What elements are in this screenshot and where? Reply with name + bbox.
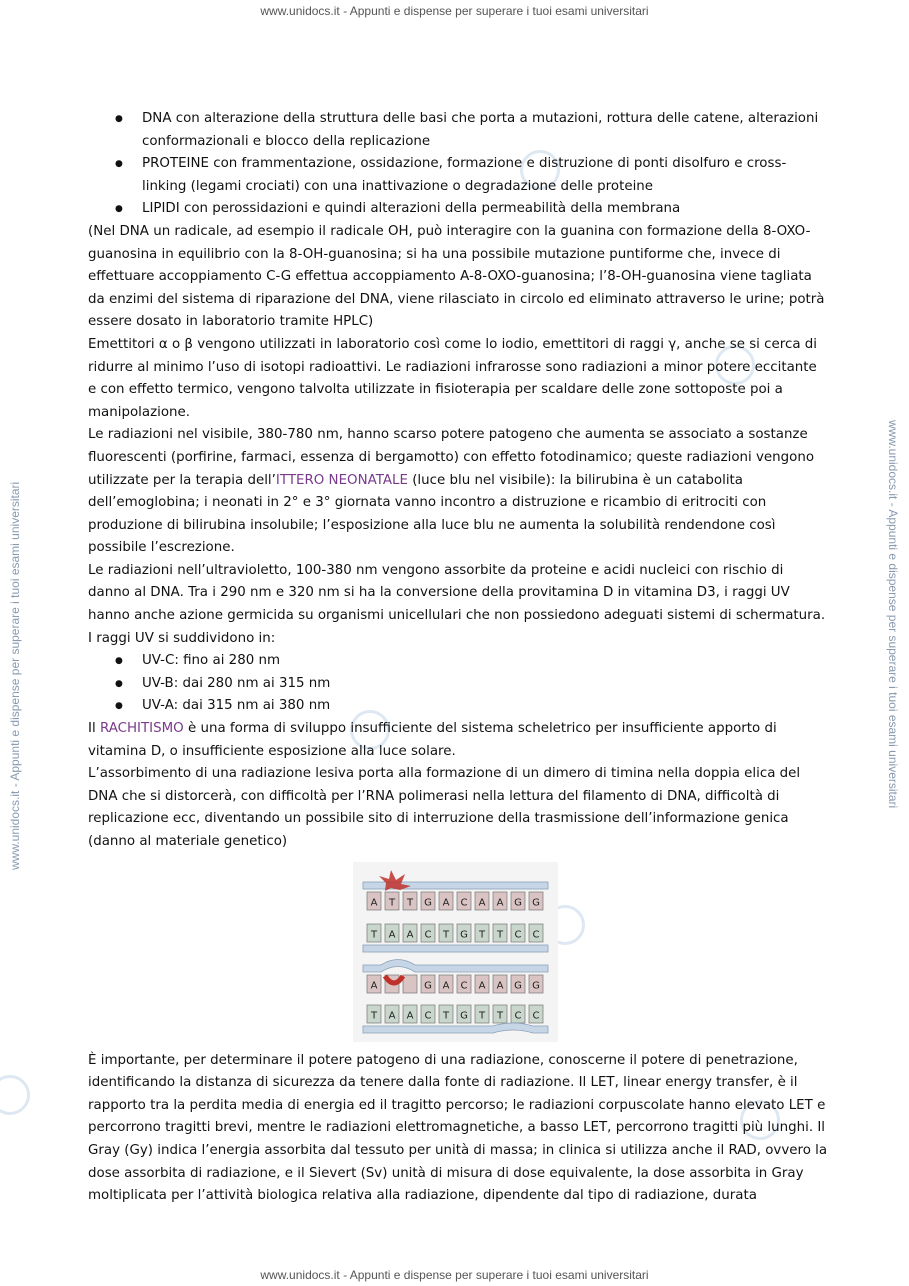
watermark-logo-icon [0, 1075, 30, 1115]
bottom-complement-base-label: T [496, 1010, 504, 1022]
paragraph-oxo-guanosine: (Nel DNA un radicale, ad esempio il radicale OH, può interagire con la guanina con formazione della 8-OXO-guanosina in equilibrio con la 8-OH-guanosina; si ha una possibile mutazione puntiforme che, invece di effettuare accoppiamento C-G effettua accoppiamento A-8-OXO-guanosina; l’8-OH-guanosina viene tagliata da enzimi del sistema di riparazione del DNA, viene rilasciato in circolo ed eliminato attraverso le urine; potrà essere dosato in laboratorio tramite HPLC) [88, 223, 825, 330]
bottom-strand-base-label: G [424, 980, 432, 992]
top-complement-base-label: G [460, 929, 468, 941]
list-item: ● UV-A: dai 315 nm ai 380 nm [88, 695, 828, 718]
top-strand-base-label: A [370, 897, 378, 909]
highlight-ittero: ITTERO NEONATALE [275, 472, 408, 488]
top-complement-base-label: C [514, 929, 522, 941]
bottom-strand-base-label: C [460, 980, 468, 992]
paragraph-visible-light: Le radiazioni nel visibile, 380-780 nm, hanno scarso potere patogeno che aumenta se associato a sostanze fluorescenti (porfirine, farmaci, essenza di bergamotto) con effetto fotodinamico; queste radiazioni vengono utilizzate per la terapia dell’ITTERO NEONATALE (luce blu nel visibile): la bilirubina è un catabolita dell’emoglobina; i neonati in 2° e 3° giornata vanno incontro a distruzione e ricambio di eritrociti con produzione di bilirubina insolubile; l’esposizione alla luce blu ne aumenta la solubilità rendendone così possibile l’escrezione. [88, 427, 815, 556]
top-complement-base-label: T [442, 929, 450, 941]
bottom-strand-base-label: A [442, 980, 450, 992]
bottom-strand-base-label: A [370, 980, 378, 992]
top-backbone-lower [363, 945, 548, 952]
bottom-backbone-upper [363, 959, 548, 972]
list-item: ● DNA con alterazione della struttura delle basi che porta a mutazioni, rottura delle catene, alterazioni conformazionali e blocco della replicazione [88, 108, 828, 153]
bottom-strand-base-label: G [532, 980, 540, 992]
top-strand-base-label: T [388, 897, 396, 909]
list-item: ● UV-B: dai 280 nm ai 315 nm [88, 673, 828, 696]
top-complement-base-label: C [532, 929, 540, 941]
bottom-complement-base-label: G [460, 1010, 468, 1022]
list-item: ● PROTEINE con frammentazione, ossidazione, formazione e distruzione di ponti disolfuro e cross-linking (legami crociati) con una inattivazione o degradazione delle proteine [88, 153, 828, 198]
top-complement-base-label: T [370, 929, 378, 941]
paragraph-rickets: Il RACHITISMO è una forma di sviluppo insufficiente del sistema scheletrico per insufficiente apporto di vitamina D, o insufficiente esposizione alla luce solare. [88, 721, 777, 759]
dna-diagram [353, 862, 558, 1042]
top-complement-base-label: T [478, 929, 486, 941]
top-strand-base-label: G [424, 897, 432, 909]
left-side-watermark: www.unidocs.it - Appunti e dispense per superare i tuoi esami universitari [8, 481, 22, 870]
top-complement-base-label: C [424, 929, 432, 941]
paragraph-ultraviolet: Le radiazioni nell’ultravioletto, 100-380 nm vengono assorbite da proteine e acidi nucleici con rischio di danno al DNA. Tra i 290 nm e 320 nm si ha la conversione della provitamina D in vitamina D3, i raggi UV hanno anche azione germicida su organismi unicellulari che non possiedono adeguati sistemi di schermatura. I raggi UV si suddividono in: [88, 562, 826, 646]
top-strand-base-label: T [406, 897, 414, 909]
bottom-complement-base-label: T [478, 1010, 486, 1022]
right-side-watermark: www.unidocs.it - Appunti e dispense per superare i tuoi esami universitari [886, 420, 900, 809]
bottom-complement-base-label: C [532, 1010, 540, 1022]
bottom-strand-base-label: G [514, 980, 522, 992]
paragraph-let-gray: È importante, per determinare il potere patogeno di una radiazione, conoscerne il potere di penetrazione, identificando la distanza di sicurezza da tenere dalla fonte di radiazione. Il LET, linear energy transfer, è il rapporto tra la perdita media di energia ed il tragitto percorso; le radiazioni corpuscolate hanno elevato LET e percorrono tragitti brevi, mentre le radiazioni elettromagnetiche, a basso LET, percorrono tragitti più lunghi. Il Gray (Gy) indica l’energia assorbita dal tessuto per unità di massa; in clinica si utilizza anche il RAD, ovvero la dose assorbita di radiazione, e il Sievert (Sv) unità di misura di dose equivalente, la dose assorbita in Gray moltiplicata per l’attività biologica relativa alla radiazione, dipendente dal tipo di radiazione, durata [88, 1052, 828, 1204]
bottom-complement-base-label: C [514, 1010, 522, 1022]
bottom-strand-base-label: A [478, 980, 486, 992]
bottom-complement-base-label: T [442, 1010, 450, 1022]
thymine-dimer-figure [353, 862, 558, 1042]
top-complement-base-label: A [388, 929, 396, 941]
list-item: ● UV-C: fino ai 280 nm [88, 650, 828, 673]
footer-watermark: www.unidocs.it - Appunti e dispense per superare i tuoi esami universitari [260, 1268, 649, 1282]
top-strand-base-label: A [442, 897, 450, 909]
top-strand-base-label: G [514, 897, 522, 909]
bullet-list-uv [88, 650, 828, 718]
list-item: ● LIPIDI con perossidazioni e quindi alterazioni della permeabilità della membrana [88, 198, 828, 221]
top-strand-base-label: A [496, 897, 504, 909]
highlight-rachitismo: RACHITISMO [99, 721, 184, 737]
bullet-list-damage [88, 108, 828, 221]
top-strand-base-label: C [460, 897, 468, 909]
bottom-complement-base-label: A [388, 1010, 396, 1022]
top-strand-base-label: A [478, 897, 486, 909]
bottom-complement-base-label: C [424, 1010, 432, 1022]
bottom-complement-base-label: A [406, 1010, 414, 1022]
paragraph-emitters: Emettitori α o β vengono utilizzati in laboratorio così come lo iodio, emettitori di raggi γ, anche se si cerca di ridurre al minimo l’uso di isotopi radioattivi. Le radiazioni infrarosse sono radiazioni a minor potere eccitante e con effetto termico, vengono talvolta utilizzate in fisioterapia per scaldare delle zone sottoposte poi a manipolazione. [88, 336, 817, 420]
bottom-backbone-lower [363, 1023, 548, 1033]
top-strand-base-label: G [532, 897, 540, 909]
top-complement-base-label: T [496, 929, 504, 941]
header-watermark: www.unidocs.it - Appunti e dispense per superare i tuoi esami universitari [260, 4, 649, 18]
top-complement-base-label: A [406, 929, 414, 941]
bottom-strand-base-label: A [496, 980, 504, 992]
bottom-strand-base-box [403, 975, 417, 993]
bottom-complement-base-label: T [370, 1010, 378, 1022]
paragraph-thymine-dimer: L’assorbimento di una radiazione lesiva porta alla formazione di un dimero di timina nella doppia elica del DNA che si distorcerà, con difficoltà per l’RNA polimerasi nella lettura del filamento di DNA, difficoltà di replicazione ecc, diventando un possibile sito di interruzione della trasmissione dell’informazione genica (danno al materiale genetico) [88, 766, 801, 849]
document-body [88, 108, 828, 1208]
